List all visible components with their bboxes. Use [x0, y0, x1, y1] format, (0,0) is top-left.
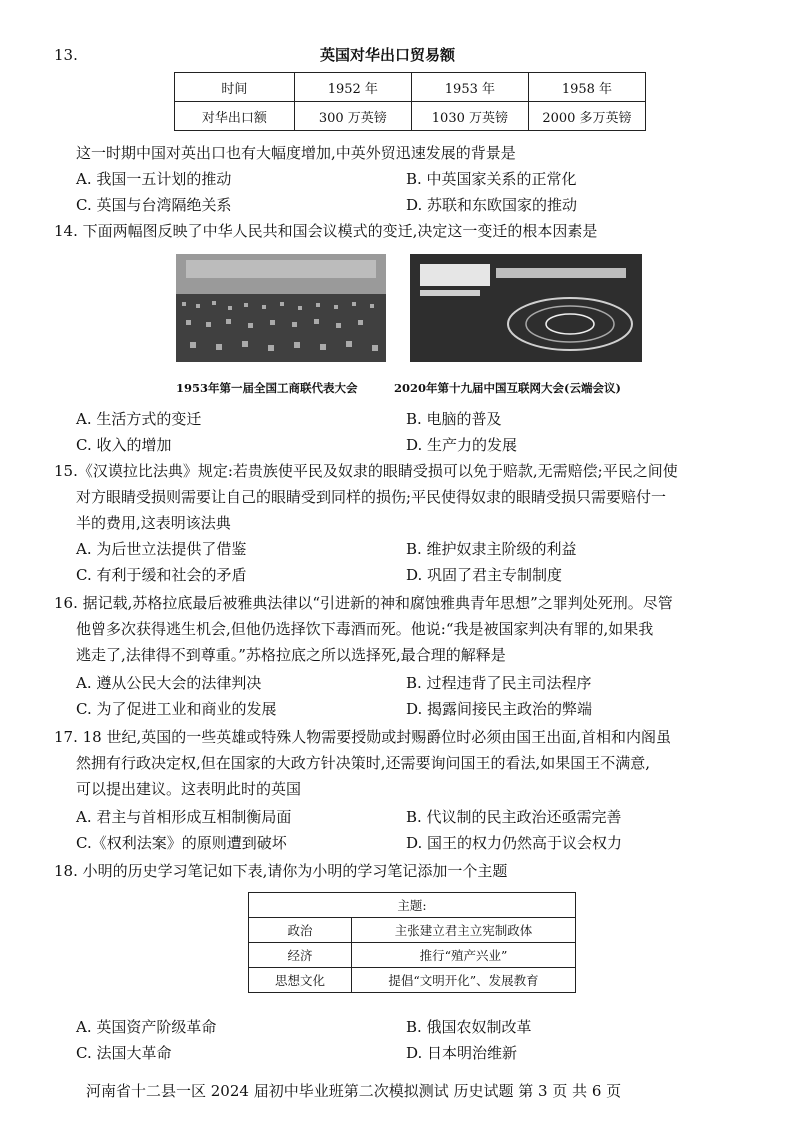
- table-cell: 推行“殖产兴业”: [352, 943, 576, 968]
- table-row: [249, 943, 576, 968]
- table-cell: 1952 年: [294, 73, 411, 102]
- q14-option-b[interactable]: B. 电脑的普及: [406, 410, 502, 428]
- q16-option-d[interactable]: D. 揭露间接民主政治的弊端: [406, 700, 593, 718]
- q15-stem-line-2: 对方眼睛受损则需要让自己的眼睛受到同样的损伤;平民使得奴隶的眼睛受损只需要赔付一: [76, 488, 667, 506]
- q17-stem-line-2: 然拥有行政决定权,但在国家的大政方针决策时,还需要询问国王的看法,如果国王不满意,: [76, 754, 651, 772]
- q17-stem-line-3: 可以提出建议。这表明此时的英国: [76, 780, 302, 798]
- q18-stem: 18. 小明的历史学习笔记如下表,请你为小明的学习笔记添加一个主题: [54, 862, 508, 880]
- q16-stem-line-2: 他曾多次获得逃生机会,但他仍选择饮下毒酒而死。他说:“我是被国家判决有罪的,如果我: [76, 620, 654, 638]
- table-cell: 政治: [249, 918, 352, 943]
- table-row: [249, 968, 576, 993]
- q16-stem-line-1: 16. 据记载,苏格拉底最后被雅典法律以“引进新的神和腐蚀雅典青年思想”之罪判处死刑。尽管: [54, 594, 673, 612]
- table-cell: 提倡“文明开化”、发展教育: [352, 968, 576, 993]
- photo-2020-cloud-conference: [410, 254, 642, 362]
- page-footer: 河南省十二县一区 2024 届初中毕业班第二次模拟测试 历史试题 第 3 页 共 6 页: [86, 1082, 622, 1100]
- q14-caption-right: 2020年第十九届中国互联网大会(云端会议): [394, 381, 621, 395]
- q13-option-d[interactable]: D. 苏联和东欧国家的推动: [406, 196, 578, 214]
- q16-option-a[interactable]: A. 遵从公民大会的法律判决: [76, 674, 262, 692]
- q18-option-a[interactable]: A. 英国资产阶级革命: [76, 1018, 217, 1036]
- q18-notes-table: [248, 892, 576, 993]
- table-cell: 时间: [175, 73, 295, 102]
- q13-table-title: 英国对华出口贸易额: [320, 46, 456, 64]
- q16-option-b[interactable]: B. 过程违背了民主司法程序: [406, 674, 592, 692]
- q15-option-d[interactable]: D. 巩固了君主专制制度: [406, 566, 563, 584]
- q13-number: 13.: [54, 46, 78, 64]
- table-cell: 主张建立君主立宪制政体: [352, 918, 576, 943]
- table-row: [175, 102, 646, 131]
- q14-option-a[interactable]: A. 生活方式的变迁: [76, 410, 202, 428]
- q15-option-c[interactable]: C. 有利于缓和社会的矛盾: [76, 566, 247, 584]
- table-cell: 2000 多万英镑: [528, 102, 645, 131]
- q13-option-a[interactable]: A. 我国一五计划的推动: [76, 170, 232, 188]
- table-row: [175, 73, 646, 102]
- q14-option-d[interactable]: D. 生产力的发展: [406, 436, 518, 454]
- table-cell: 1030 万英镑: [411, 102, 528, 131]
- table-cell: 1953 年: [411, 73, 528, 102]
- q14-stem: 14. 下面两幅图反映了中华人民共和国会议模式的变迁,决定这一变迁的根本因素是: [54, 222, 598, 240]
- q13-stem: 这一时期中国对英出口也有大幅度增加,中英外贸迅速发展的背景是: [76, 144, 516, 162]
- q15-option-a[interactable]: A. 为后世立法提供了借鉴: [76, 540, 247, 558]
- q13-option-c[interactable]: C. 英国与台湾隔绝关系: [76, 196, 232, 214]
- q15-option-b[interactable]: B. 维护奴隶主阶级的利益: [406, 540, 577, 558]
- q13-trade-table: [174, 72, 646, 131]
- photo-1953-congress: [176, 254, 386, 362]
- q13-option-b[interactable]: B. 中英国家关系的正常化: [406, 170, 577, 188]
- table-row: [249, 893, 576, 918]
- q18-option-d[interactable]: D. 日本明治维新: [406, 1044, 518, 1062]
- q15-stem-line-3: 半的费用,这表明该法典: [76, 514, 231, 532]
- table-row: [249, 918, 576, 943]
- q14-option-c[interactable]: C. 收入的增加: [76, 436, 172, 454]
- q16-stem-line-3: 逃走了,法律得不到尊重。”苏格拉底之所以选择死,最合理的解释是: [76, 646, 506, 664]
- q16-option-c[interactable]: C. 为了促进工业和商业的发展: [76, 700, 277, 718]
- table-cell: 对华出口额: [175, 102, 295, 131]
- q17-option-c[interactable]: C.《权利法案》的原则遭到破坏: [76, 834, 287, 852]
- q17-option-d[interactable]: D. 国王的权力仍然高于议会权力: [406, 834, 623, 852]
- q18-option-b[interactable]: B. 俄国农奴制改革: [406, 1018, 532, 1036]
- table-cell: 300 万英镑: [294, 102, 411, 131]
- table-cell: 思想文化: [249, 968, 352, 993]
- q17-option-a[interactable]: A. 君主与首相形成互相制衡局面: [76, 808, 292, 826]
- q15-stem-line-1: 15.《汉谟拉比法典》规定:若贵族使平民及奴隶的眼睛受损可以免于赔款,无需赔偿;平民之间使: [54, 462, 678, 480]
- q14-caption-left: 1953年第一届全国工商联代表大会: [176, 381, 358, 395]
- table-cell: 经济: [249, 943, 352, 968]
- q18-table-title: 主题:: [249, 893, 576, 918]
- q17-option-b[interactable]: B. 代议制的民主政治还亟需完善: [406, 808, 622, 826]
- q18-option-c[interactable]: C. 法国大革命: [76, 1044, 172, 1062]
- table-cell: 1958 年: [528, 73, 645, 102]
- q17-stem-line-1: 17. 18 世纪,英国的一些英雄或特殊人物需要授勋或封赐爵位时必须由国王出面,首相和内阁虽: [54, 728, 672, 746]
